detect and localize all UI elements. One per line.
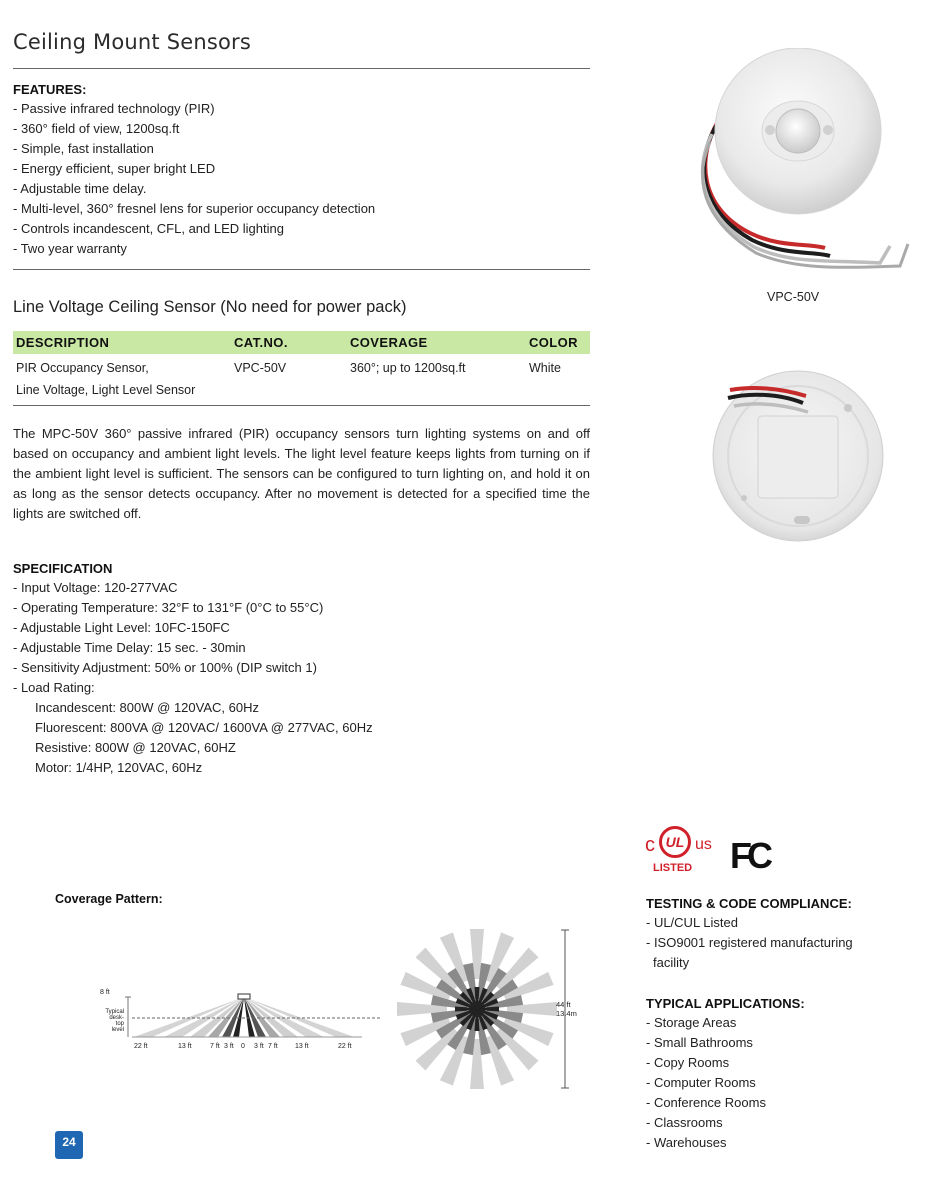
application-item: - Small Bathrooms — [646, 1035, 753, 1050]
dimension-ft-label: 44 ft — [556, 1000, 571, 1009]
tick-label: 13 ft — [295, 1043, 309, 1050]
spec-item: - Adjustable Light Level: 10FC-150FC — [13, 620, 230, 635]
feature-item: - 360° field of view, 1200sq.ft — [13, 121, 180, 136]
load-item: Fluorescent: 800VA @ 120VAC/ 1600VA @ 277VAC, 60Hz — [35, 720, 373, 735]
compliance-item: - UL/CUL Listed — [646, 915, 738, 930]
desk-label-line1: Typical — [105, 1009, 124, 1015]
fcc-logo: FC — [730, 835, 768, 876]
coverage-side-view — [90, 985, 390, 1060]
page-title: Ceiling Mount Sensors — [13, 30, 252, 54]
ul-us-mark: us — [695, 836, 712, 853]
product-subtitle: Line Voltage Ceiling Sensor (No need for power pack) — [13, 298, 407, 316]
specification-heading: SPECIFICATION — [13, 561, 113, 576]
cell-cat-no: VPC-50V — [234, 361, 287, 375]
coverage-heading: Coverage Pattern: — [55, 892, 163, 906]
cell-description — [13, 354, 231, 404]
compliance-heading: TESTING & CODE COMPLIANCE: — [646, 896, 852, 911]
application-item: - Copy Rooms — [646, 1055, 730, 1070]
specification-list — [13, 578, 373, 778]
spec-item: - Operating Temperature: 32°F to 131°F (0°C to 55°C) — [13, 600, 324, 615]
desk-label-line2: desk-top — [109, 1015, 124, 1027]
dimension-m-label: 13.4m — [556, 1009, 577, 1018]
spec-item: - Load Rating: — [13, 680, 95, 695]
application-item: - Storage Areas — [646, 1015, 737, 1030]
feature-item: - Simple, fast installation — [13, 141, 154, 156]
col-coverage: COVERAGE — [347, 331, 526, 354]
tick-label: 7 ft — [210, 1043, 220, 1050]
compliance-list — [646, 913, 853, 973]
feature-item: - Two year warranty — [13, 241, 127, 256]
tick-label: 0 — [241, 1043, 245, 1050]
feature-item: - Controls incandescent, CFL, and LED lighting — [13, 221, 284, 236]
coverage-top-view — [395, 928, 590, 1090]
feature-item: - Adjustable time delay. — [13, 181, 147, 196]
table-divider — [13, 405, 590, 406]
tick-label: 7 ft — [268, 1043, 278, 1050]
ul-listed-logo — [645, 822, 725, 876]
ul-circle-mark: UL — [659, 826, 691, 858]
col-cat-no: CAT.NO. — [231, 331, 347, 354]
table-row — [13, 354, 590, 404]
spec-item: - Input Voltage: 120-277VAC — [13, 580, 178, 595]
timer-badge-icon — [55, 1131, 83, 1159]
cell-description-line2: Line Voltage, Light Level Sensor — [16, 383, 196, 397]
tick-label: 3 ft — [224, 1043, 234, 1050]
sensor-back-photo — [708, 368, 888, 543]
application-item: - Conference Rooms — [646, 1095, 766, 1110]
tick-label: 22 ft — [338, 1043, 352, 1050]
application-item: - Classrooms — [646, 1115, 723, 1130]
desk-level-label — [104, 1009, 124, 1033]
load-rating-list — [13, 698, 373, 778]
cell-description-line1: PIR Occupancy Sensor, — [16, 361, 149, 375]
applications-heading: TYPICAL APPLICATIONS: — [646, 996, 805, 1011]
tick-label: 22 ft — [134, 1043, 148, 1050]
table-header-row — [13, 331, 590, 354]
col-description: DESCRIPTION — [13, 331, 231, 354]
desk-label-line3: level — [111, 1027, 124, 1033]
product-image-caption: VPC-50V — [767, 290, 820, 304]
sensor-top-photo — [690, 48, 915, 278]
application-item: - Computer Rooms — [646, 1075, 756, 1090]
badge-number: 24 — [62, 1135, 76, 1149]
tick-label: 3 ft — [254, 1043, 264, 1050]
col-color: COLOR — [526, 331, 590, 354]
features-list — [13, 99, 375, 259]
application-item: - Warehouses — [646, 1135, 727, 1150]
spec-item: - Sensitivity Adjustment: 50% or 100% (DIP switch 1) — [13, 660, 317, 675]
load-item: Resistive: 800W @ 120VAC, 60HZ — [35, 740, 236, 755]
feature-item: - Multi-level, 360° fresnel lens for superior occupancy detection — [13, 201, 376, 216]
compliance-item: - ISO9001 registered manufacturing — [646, 935, 853, 950]
cell-coverage: 360°; up to 1200sq.ft — [350, 361, 466, 375]
ul-c-mark: c — [645, 834, 655, 856]
product-table — [13, 331, 590, 404]
load-item: Motor: 1/4HP, 120VAC, 60Hz — [35, 760, 203, 775]
height-label: 8 ft — [100, 989, 110, 996]
spec-item: - Adjustable Time Delay: 15 sec. - 30min — [13, 640, 246, 655]
cell-color: White — [529, 361, 561, 375]
tick-label: 13 ft — [178, 1043, 192, 1050]
feature-item: - Passive infrared technology (PIR) — [13, 101, 215, 116]
feature-item: - Energy efficient, super bright LED — [13, 161, 216, 176]
applications-list — [646, 1013, 766, 1153]
load-item: Incandescent: 800W @ 120VAC, 60Hz — [35, 700, 259, 715]
features-divider — [13, 269, 590, 270]
compliance-item: facility — [653, 955, 690, 970]
features-heading: FEATURES: — [13, 82, 87, 97]
product-description: The MPC-50V 360° passive infrared (PIR) occupancy sensors turn lighting systems on and off based on occupancy and ambient light levels. The light level feature keeps lights from turning on if the ambient light level is sufficient. The sensors can be configured to turn lighting on, and hold it on as long as the sensor detects occupancy. After no movement is detected for a specified time the lights are switched off. — [13, 426, 590, 521]
ul-listed-text: LISTED — [653, 862, 693, 874]
title-divider — [13, 68, 590, 69]
